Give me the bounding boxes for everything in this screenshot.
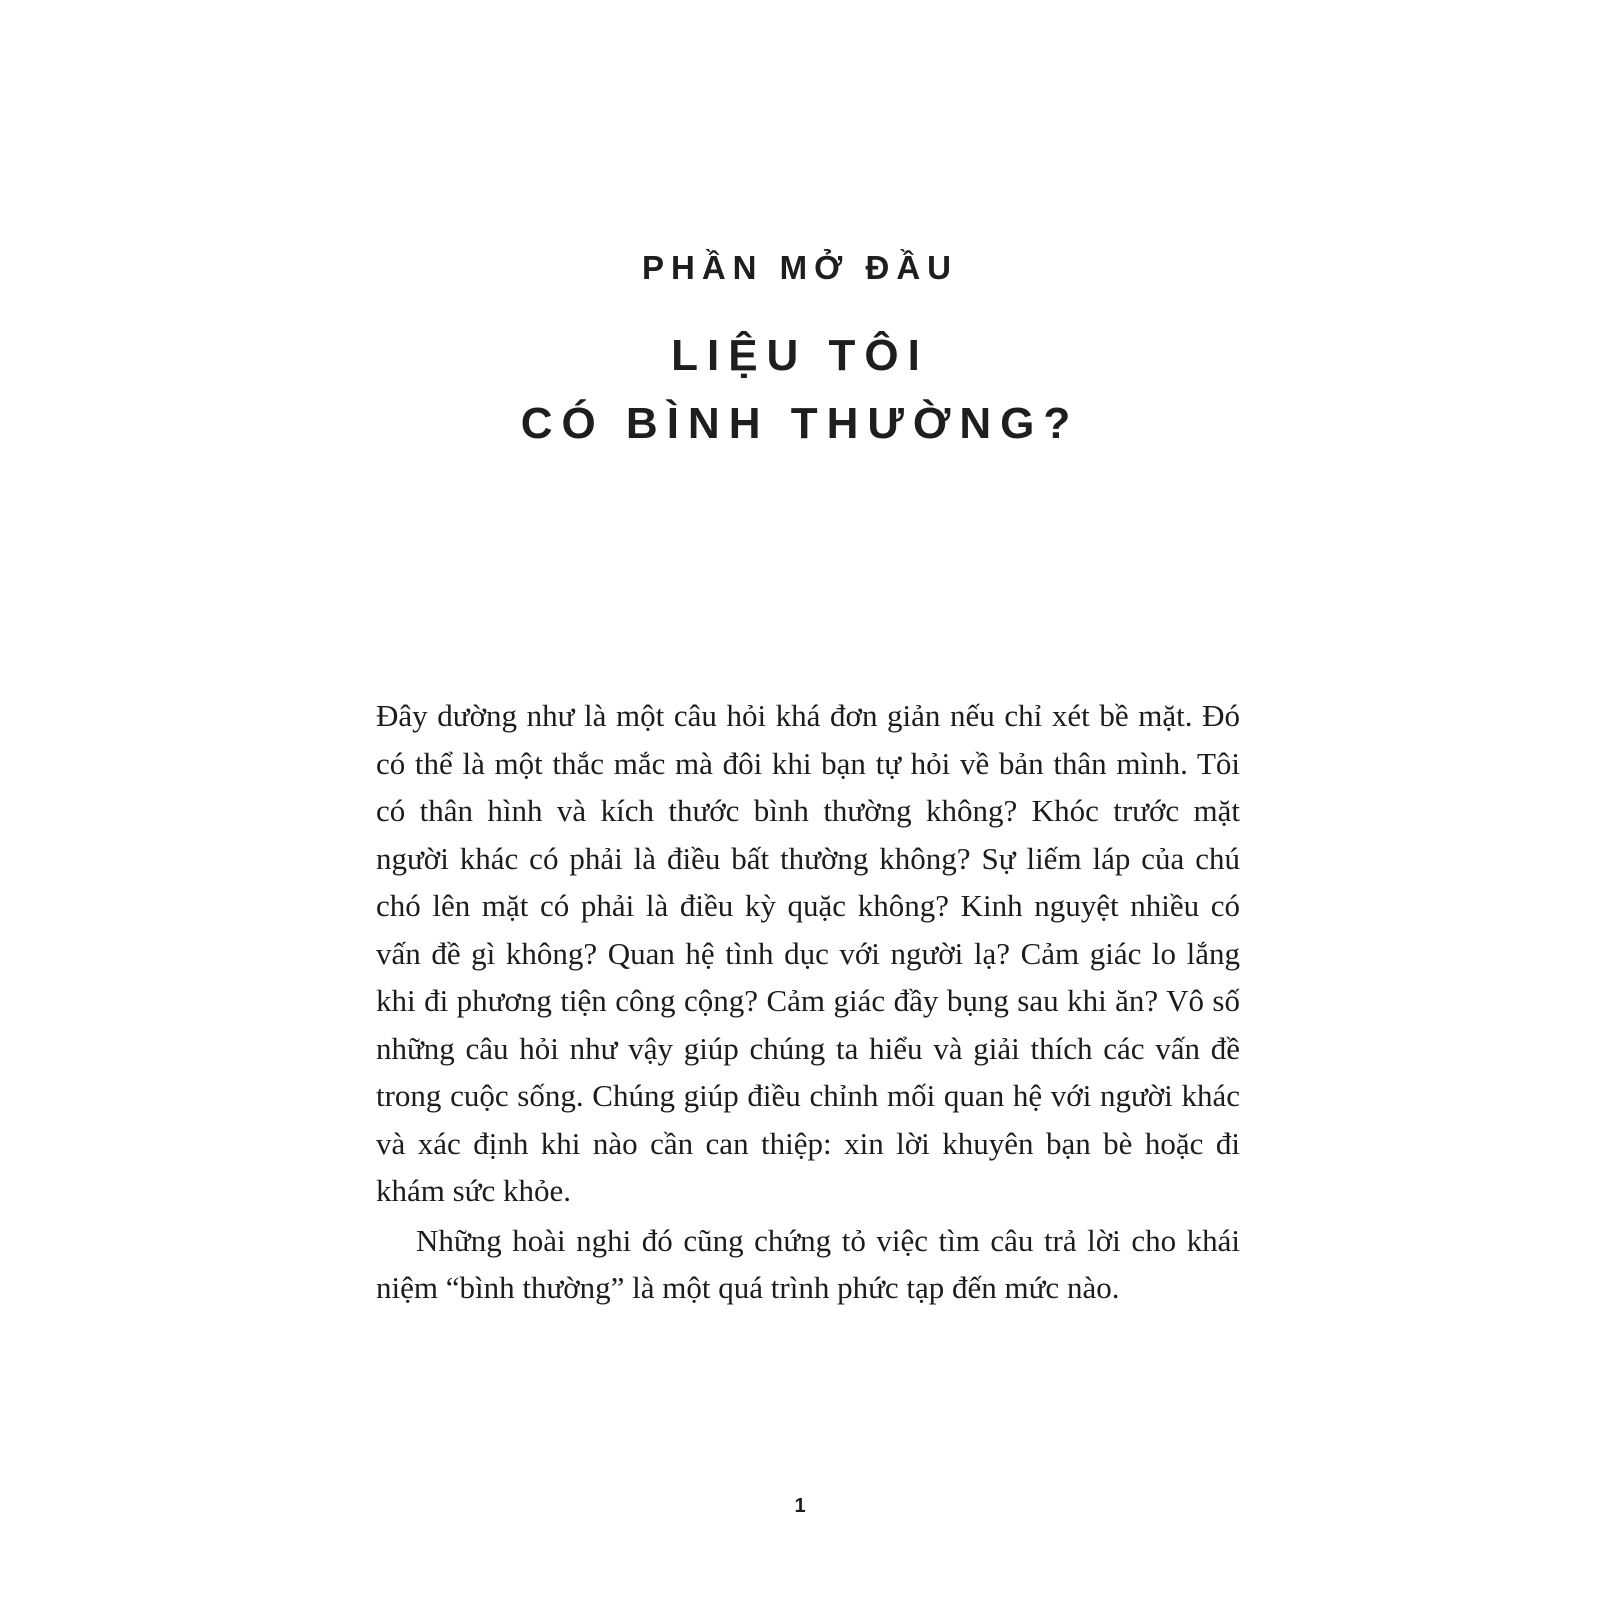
chapter-title-line-1: LIỆU TÔI (671, 331, 929, 380)
body-text (376, 692, 1240, 1312)
paragraph-1: Đây dường như là một câu hỏi khá đơn giản nếu chỉ xét bề mặt. Đó có thể là một thắc mắc mà đôi khi bạn tự hỏi về bản thân mình. Tôi có thân hình và kích thước bình thường không? Khóc trước mặt người khác có phải là điều bất thường không? Sự liếm láp của chú chó lên mặt có phải là điều kỳ quặc không? Kinh nguyệt nhiều có vấn đề gì không? Quan hệ tình dục với người lạ? Cảm giác lo lắng khi đi phương tiện công cộng? Cảm giác đầy bụng sau khi ăn? Vô số những câu hỏi như vậy giúp chúng ta hiểu và giải thích các vấn đề trong cuộc sống. Chúng giúp điều chỉnh mối quan hệ với người khác và xác định khi nào cần can thiệp: xin lời khuyên bạn bè hoặc đi khám sức khỏe. (376, 698, 1240, 1208)
chapter-title-line-2: CÓ BÌNH THƯỜNG? (520, 399, 1080, 448)
part-label: PHẦN MỞ ĐẦU (642, 249, 958, 286)
page-number: 1 (794, 1495, 806, 1517)
chapter-title (0, 322, 1600, 458)
paragraph-2: Những hoài nghi đó cũng chứng tỏ việc tìm câu trả lời cho khái niệm “bình thường” là một quá trình phức tạp đến mức nào. (376, 1222, 1240, 1305)
